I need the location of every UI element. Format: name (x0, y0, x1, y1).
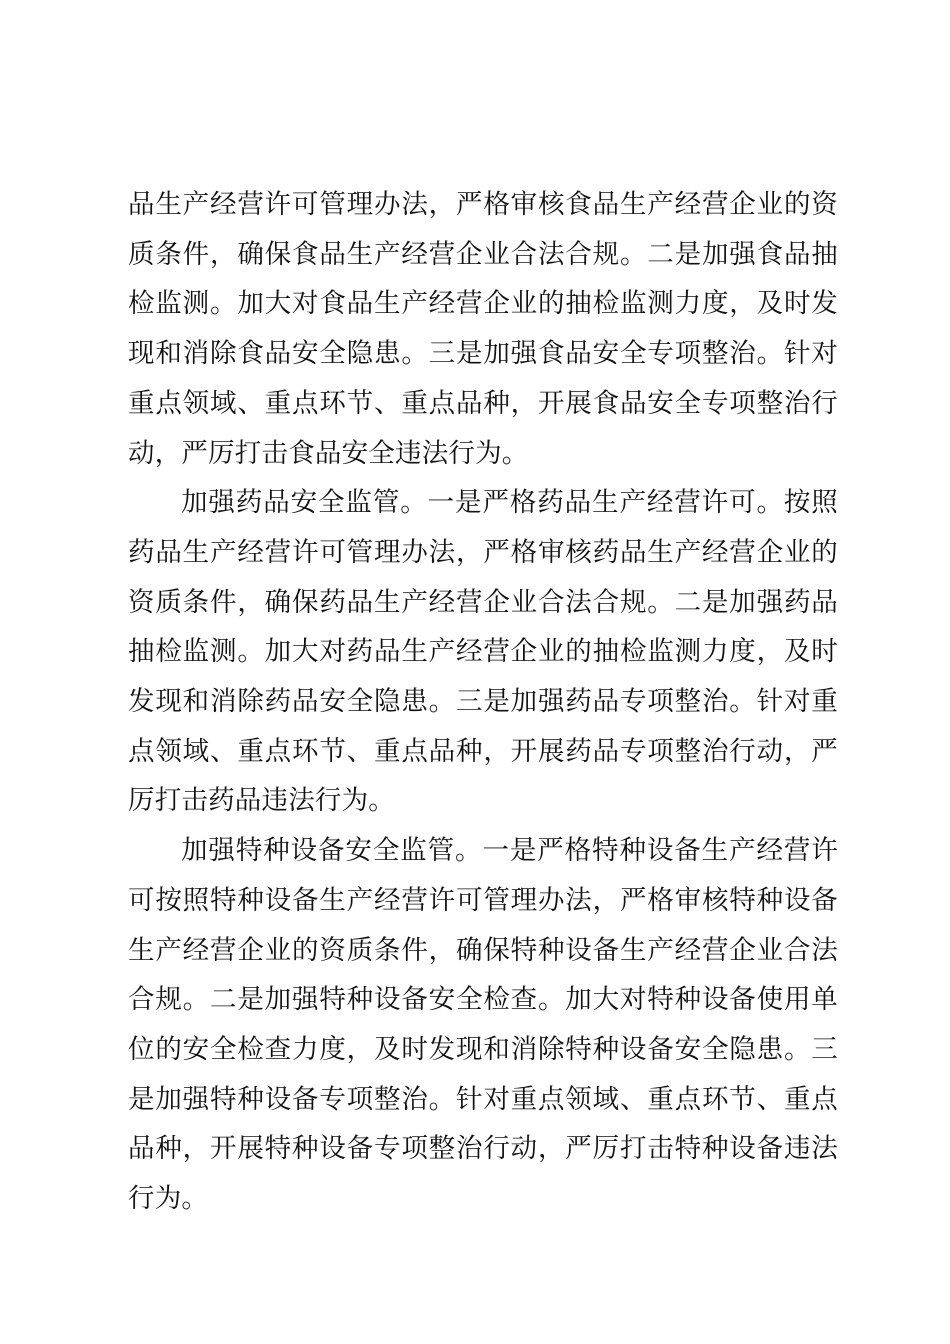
body-text (128, 180, 838, 1224)
paragraph-special-equipment-safety: 加强特种设备安全监管。一是严格特种设备生产经营许可按照特种设备生产经营许可管理办法，严格审核特种设备生产经营企业的资质条件，确保特种设备生产经营企业合法合规。二是加强特种设备安全检查。加大对特种设备使用单位的安全检查力度，及时发现和消除特种设备安全隐患。三是加强特种设备专项整治。针对重点领域、重点环节、重点品种，开展特种设备专项整治行动，严厉打击特种设备违法行为。 (128, 835, 838, 1215)
paragraph-food-safety: 品生产经营许可管理办法，严格审核食品生产经营企业的资质条件，确保食品生产经营企业合法合规。二是加强食品抽检监测。加大对食品生产经营企业的抽检监测力度，及时发现和消除食品安全隐患。三是加强食品安全专项整治。针对重点领域、重点环节、重点品种，开展食品安全专项整治行动，严厉打击食品安全违法行为。 (128, 189, 838, 469)
paragraph-drug-safety: 加强药品安全监管。一是严格药品生产经营许可。按照药品生产经营许可管理办法，严格审核药品生产经营企业的资质条件，确保药品生产经营企业合法合规。二是加强药品抽检监测。加大对药品生产经营企业的抽检监测力度，及时发现和消除药品安全隐患。三是加强药品专项整治。针对重点领域、重点环节、重点品种，开展药品专项整治行动，严厉打击药品违法行为。 (128, 487, 838, 817)
